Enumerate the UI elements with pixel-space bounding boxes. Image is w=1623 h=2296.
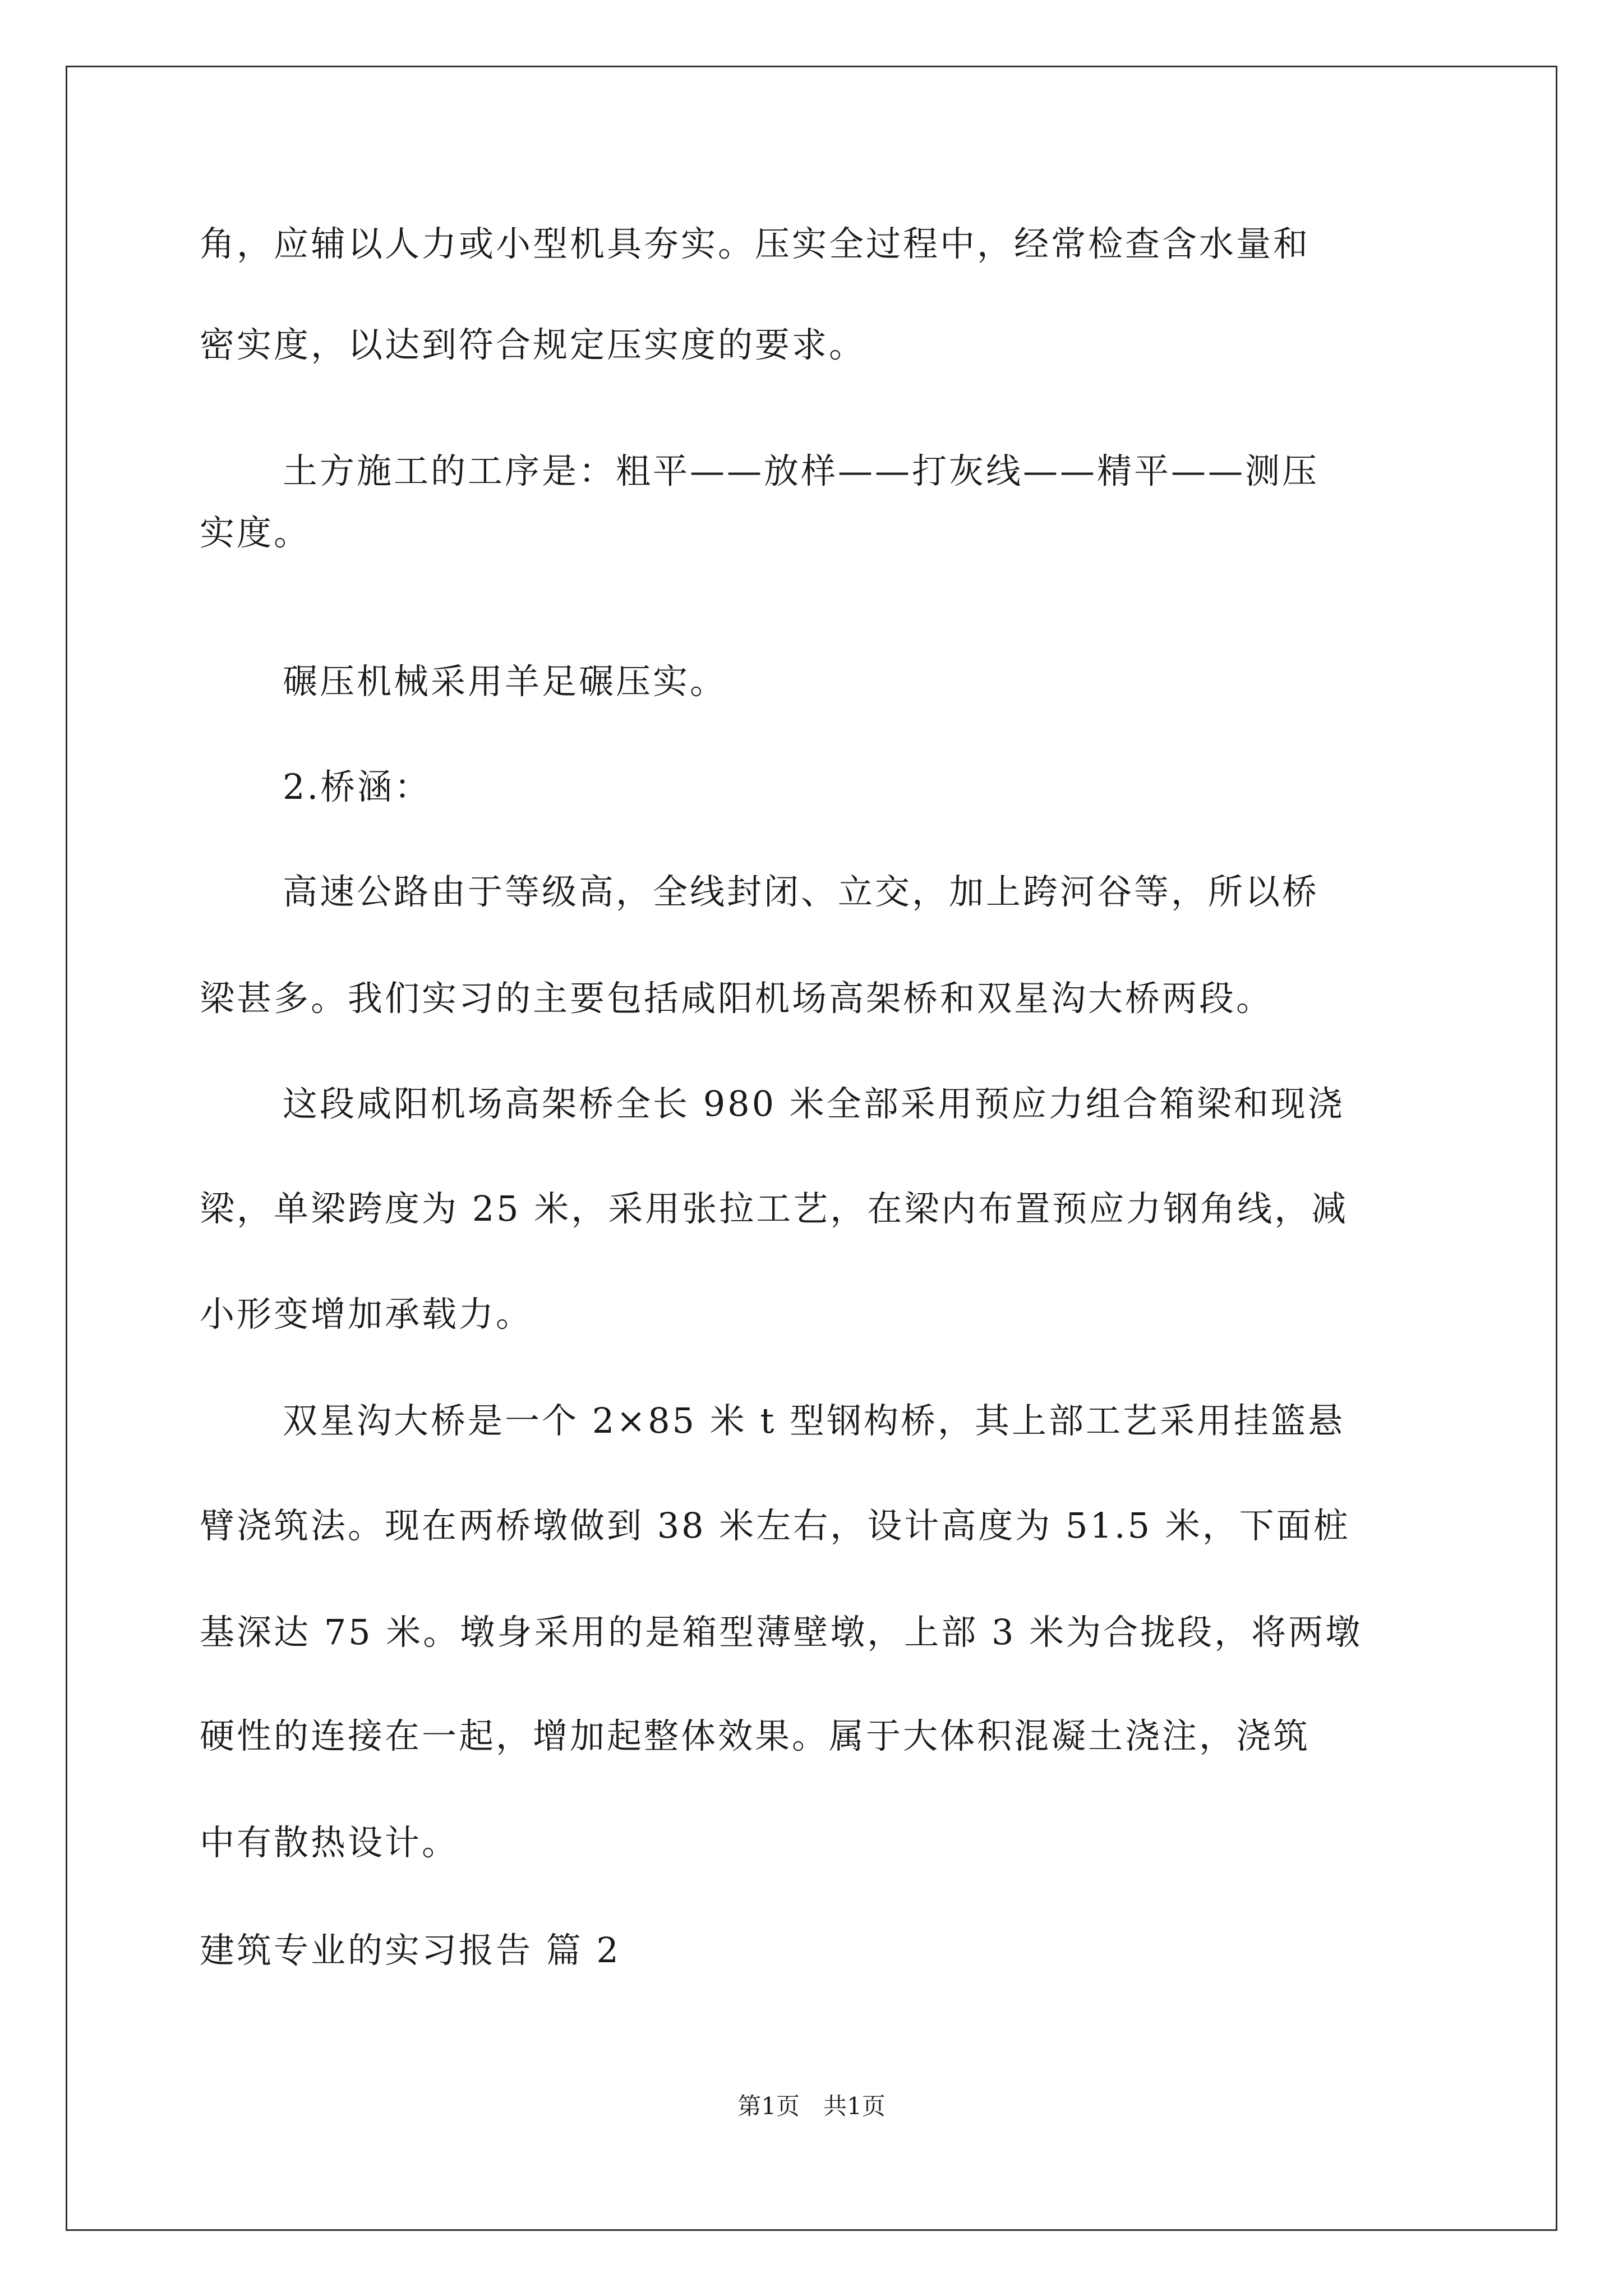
paragraph-line: 小形变增加承载力。	[200, 1294, 533, 1335]
section-heading: 建筑专业的实习报告 篇 2	[200, 1930, 621, 1971]
paragraph-line: 臂浇筑法。现在两桥墩做到 38 米左右，设计高度为 51.5 米，下面桩	[200, 1505, 1350, 1546]
paragraph-line: 梁，单梁跨度为 25 米，采用张拉工艺，在梁内布置预应力钢角线，减	[200, 1188, 1349, 1229]
paragraph-line: 实度。	[200, 512, 311, 553]
paragraph-line: 土方施工的工序是：粗平——放样——打灰线——精平——测压	[283, 450, 1320, 491]
paragraph-line: 碾压机械采用羊足碾压实。	[283, 661, 727, 702]
paragraph-line: 密实度，以达到符合规定压实度的要求。	[200, 324, 866, 365]
paragraph-line: 梁甚多。我们实习的主要包括咸阳机场高架桥和双星沟大桥两段。	[200, 978, 1274, 1019]
paragraph-line: 硬性的连接在一起，增加起整体效果。属于大体积混凝土浇注，浇筑	[200, 1715, 1311, 1756]
paragraph-line: 高速公路由于等级高，全线封闭、立交，加上跨河谷等，所以桥	[283, 871, 1320, 912]
paragraph-line: 双星沟大桥是一个 2×85 米 t 型钢构桥，其上部工艺采用挂篮悬	[283, 1400, 1345, 1441]
page-footer: 第1页 共1页	[737, 2092, 886, 2120]
paragraph-line: 这段咸阳机场高架桥全长 980 米全部采用预应力组合箱梁和现浇	[283, 1083, 1345, 1124]
paragraph-line: 角，应辅以人力或小型机具夯实。压实全过程中，经常检查含水量和	[200, 223, 1311, 264]
page-frame	[66, 66, 1557, 2231]
paragraph-line: 中有散热设计。	[200, 1822, 459, 1863]
paragraph-line: 基深达 75 米。墩身采用的是箱型薄壁墩，上部 3 米为合拢段，将两墩	[200, 1612, 1363, 1653]
subsection-heading: 2.桥涵：	[283, 766, 432, 807]
